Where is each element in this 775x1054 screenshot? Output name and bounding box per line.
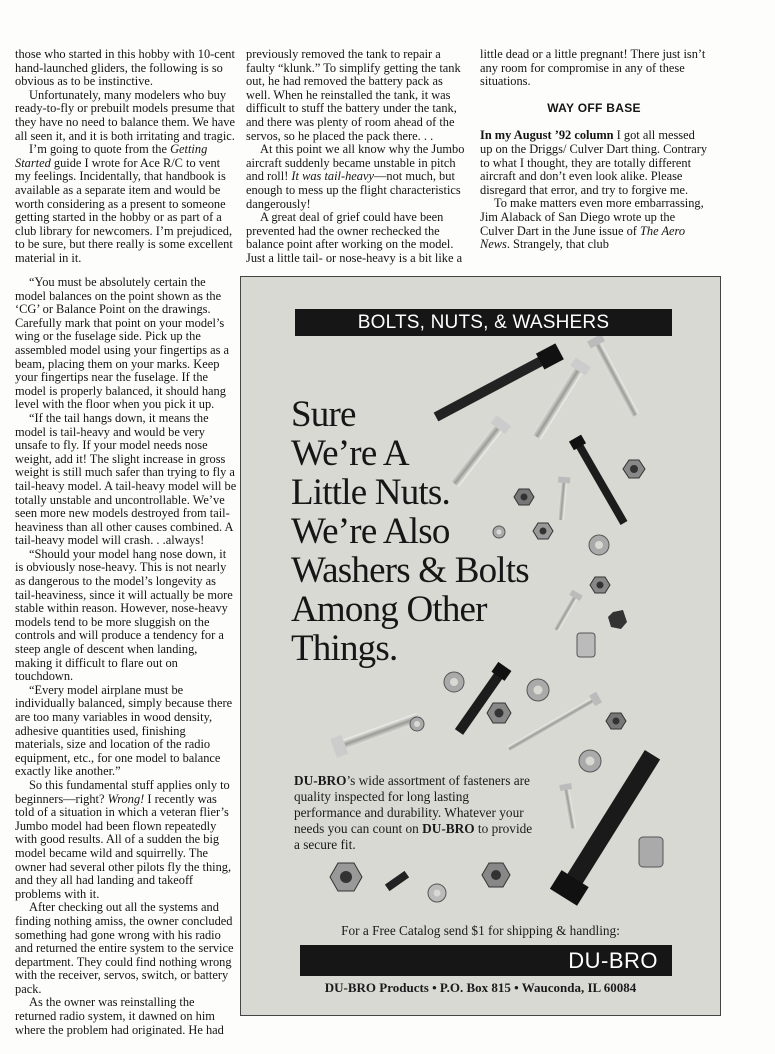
article-column-2 (246, 48, 466, 266)
article-column-1-bottom (15, 276, 237, 1037)
washer-icon (444, 672, 464, 692)
screw-icon (587, 334, 642, 419)
ad-catalog-offer: For a Free Catalog send $1 for shipping & handling: (341, 923, 620, 938)
hex-nut-icon (482, 863, 510, 887)
paragraph: To make matters even more embarrassing, Jim Alaback of San Diego wrote up the Culver Dart in the June issue of The Aero News. Strangely, that club (480, 196, 704, 252)
hex-nut-icon (487, 703, 511, 723)
washer-icon (589, 535, 609, 555)
bolt-icon (569, 435, 630, 527)
paragraph: Unfortunately, many modelers who buy ready-to-fly or prebuilt models presume that they have no need to balance them. We have all seen it, and it is both irritating and tragic. (15, 87, 235, 143)
paragraph: I’m going to quote from the Getting Started guide I wrote for Ace R/C to vent my feelings. Incidentally, that handbook is available as a separate item and would be worth considering as a present to someone getting started in the hobby or as part of a club library for newcomers. I’m prejudiced, to be sure, but there really is some excellent material in it. (15, 142, 233, 265)
dubro-logo: DU-BRO (568, 948, 658, 973)
paragraph: those who started in this hobby with 10-cent hand-launched gliders, the following is so obvious as to be instinctive. (15, 47, 235, 89)
hex-nut-icon (330, 863, 362, 891)
small-screw-icon (555, 476, 571, 520)
headline-line: Among Other (291, 589, 487, 630)
small-bolt-icon (385, 871, 409, 891)
screw-icon (506, 692, 602, 754)
headline-line: Sure (291, 394, 356, 435)
small-screw-icon (551, 590, 583, 633)
paragraph: previously removed the tank to repair a faulty “klunk.” To simplify getting the tank out, he had removed the battery pack as well. When he reinstalled the tank, it was difficult to stuff the battery under the tank, and there was plenty of room ahead of the servos, so he placed the pack there. . . (246, 47, 461, 143)
hex-nut-icon (533, 523, 553, 539)
large-bolt-icon (550, 746, 666, 905)
paragraph: As the owner was reinstalling the returned radio system, it dawned on him where the problem had originated. He had (15, 995, 224, 1037)
small-screw-icon (559, 783, 579, 829)
paragraph: “Every model airplane must be individually balanced, simply because there are too many variables in wood density, adhesive quantities used, finishing materials, size and location of the radio equipment, etc., for one model to balance exactly like another.” (15, 682, 233, 779)
paragraph: “You must be absolutely certain the model balances on the point shown as the ‘CG’ or Balance Point on the drawings. Carefully mark that point on your model’s wing or the fuselage side. Pick up the assembled model using your fingertips as a beam, placing them on your marks. Keep your fingertips near the fuselage. If the model is properly balanced, it should hang level with the floor when you pick it up. (15, 275, 230, 412)
dubro-advertisement (240, 276, 721, 1016)
ad-address: DU-BRO Products • P.O. Box 815 • Wauconda, IL 60084 (324, 980, 637, 995)
ad-headline (291, 394, 529, 669)
paragraph: So this fundamental stuff applies only to beginners—right? Wrong! I recently was told of a situation in which a veteran flier’s Jumbo model had been flown repeatedly with good results. All of a sudden the big model became wild and squirrelly. The owner had several other pilots fly the thing, and they all had landing and takeoff problems with it. (15, 777, 232, 901)
paragraph: At this point we all know why the Jumbo aircraft suddenly became unstable in pitch and roll! It was tail-heavy—not much, but enough to mess up the flight characteristics dangerously! (246, 142, 465, 211)
ad-body-copy: DU-BRO’s wide assortment of fasteners are quality inspected for long lasting performance and durability. Whatever your needs you can count on DU-BRO to provide a secure fit. (294, 773, 533, 852)
washer-icon (410, 717, 424, 731)
paragraph: “Should your model hang nose down, it is obviously nose-heavy. This is not nearly as dangerous to the model’s longevity as tail-heaviness, since it will actually be more stable within reason. However, nose-heavy models tend to be more sluggish on the controls and will produce a tendency for a steep angle of descent when landing, making it difficult to flare out on touchdown. (15, 546, 233, 684)
hex-nut-icon (623, 460, 645, 478)
washer-icon (428, 884, 446, 902)
hex-nut-icon (608, 610, 627, 629)
paragraph: little dead or a little pregnant! There just isn’t any room for compromise in any of these situations. (480, 47, 706, 89)
washer-icon (579, 750, 601, 772)
paragraph: In my August ’92 column I got all messed up on the Driggs/ Culver Dart thing. Contrary to what I thought, they are totally different aircraft and don’t even look alike. Please disregard that error, and try to forgive me. (480, 128, 708, 197)
screw-icon (529, 357, 591, 441)
ad-logo-bar (300, 945, 672, 976)
headline-line: We’re A (291, 433, 409, 474)
screw-icon (330, 708, 421, 758)
hex-nut-icon (606, 713, 626, 729)
ad-banner: BOLTS, NUTS, & WASHERS (295, 309, 672, 336)
headline-line: Things. (291, 628, 398, 669)
socket-bolt-icon (452, 662, 511, 737)
hex-nut-icon (590, 577, 610, 593)
paragraph: “If the tail hangs down, it means the model is tail-heavy and would be very unsafe to fly. If your model needs nose weight, add it! The slight increase in gross weight is still much safer than trying to fly a tail-heavy model. A tail-heavy model will be totally unstable and uncontrollable. We’ve seen more new models destroyed from tail-heaviness than all other causes combined. A tail-heavy model will crash. . .always! (15, 410, 237, 548)
paragraph: After checking out all the systems and finding nothing amiss, the owner concluded something had gone wrong with his radio and returned the entire system to the service department. They could find nothing wrong with the receiver, servos, switch, or battery pack. (15, 900, 234, 996)
headline-line: Washers & Bolts (291, 550, 529, 591)
section-subhead: WAY OFF BASE (547, 100, 641, 115)
paragraph: A great deal of grief could have been prevented had the owner rechecked the balance point after working on the model. Just a little tail- or nose-heavy is a bit like a (246, 210, 463, 265)
headline-line: We’re Also (291, 511, 450, 552)
washer-icon (527, 679, 549, 701)
headline-line: Little Nuts. (291, 472, 450, 513)
t-nut-icon (639, 837, 663, 867)
article-column-1-top (15, 48, 237, 266)
article-column-3 (480, 48, 708, 252)
t-nut-icon (577, 633, 595, 657)
